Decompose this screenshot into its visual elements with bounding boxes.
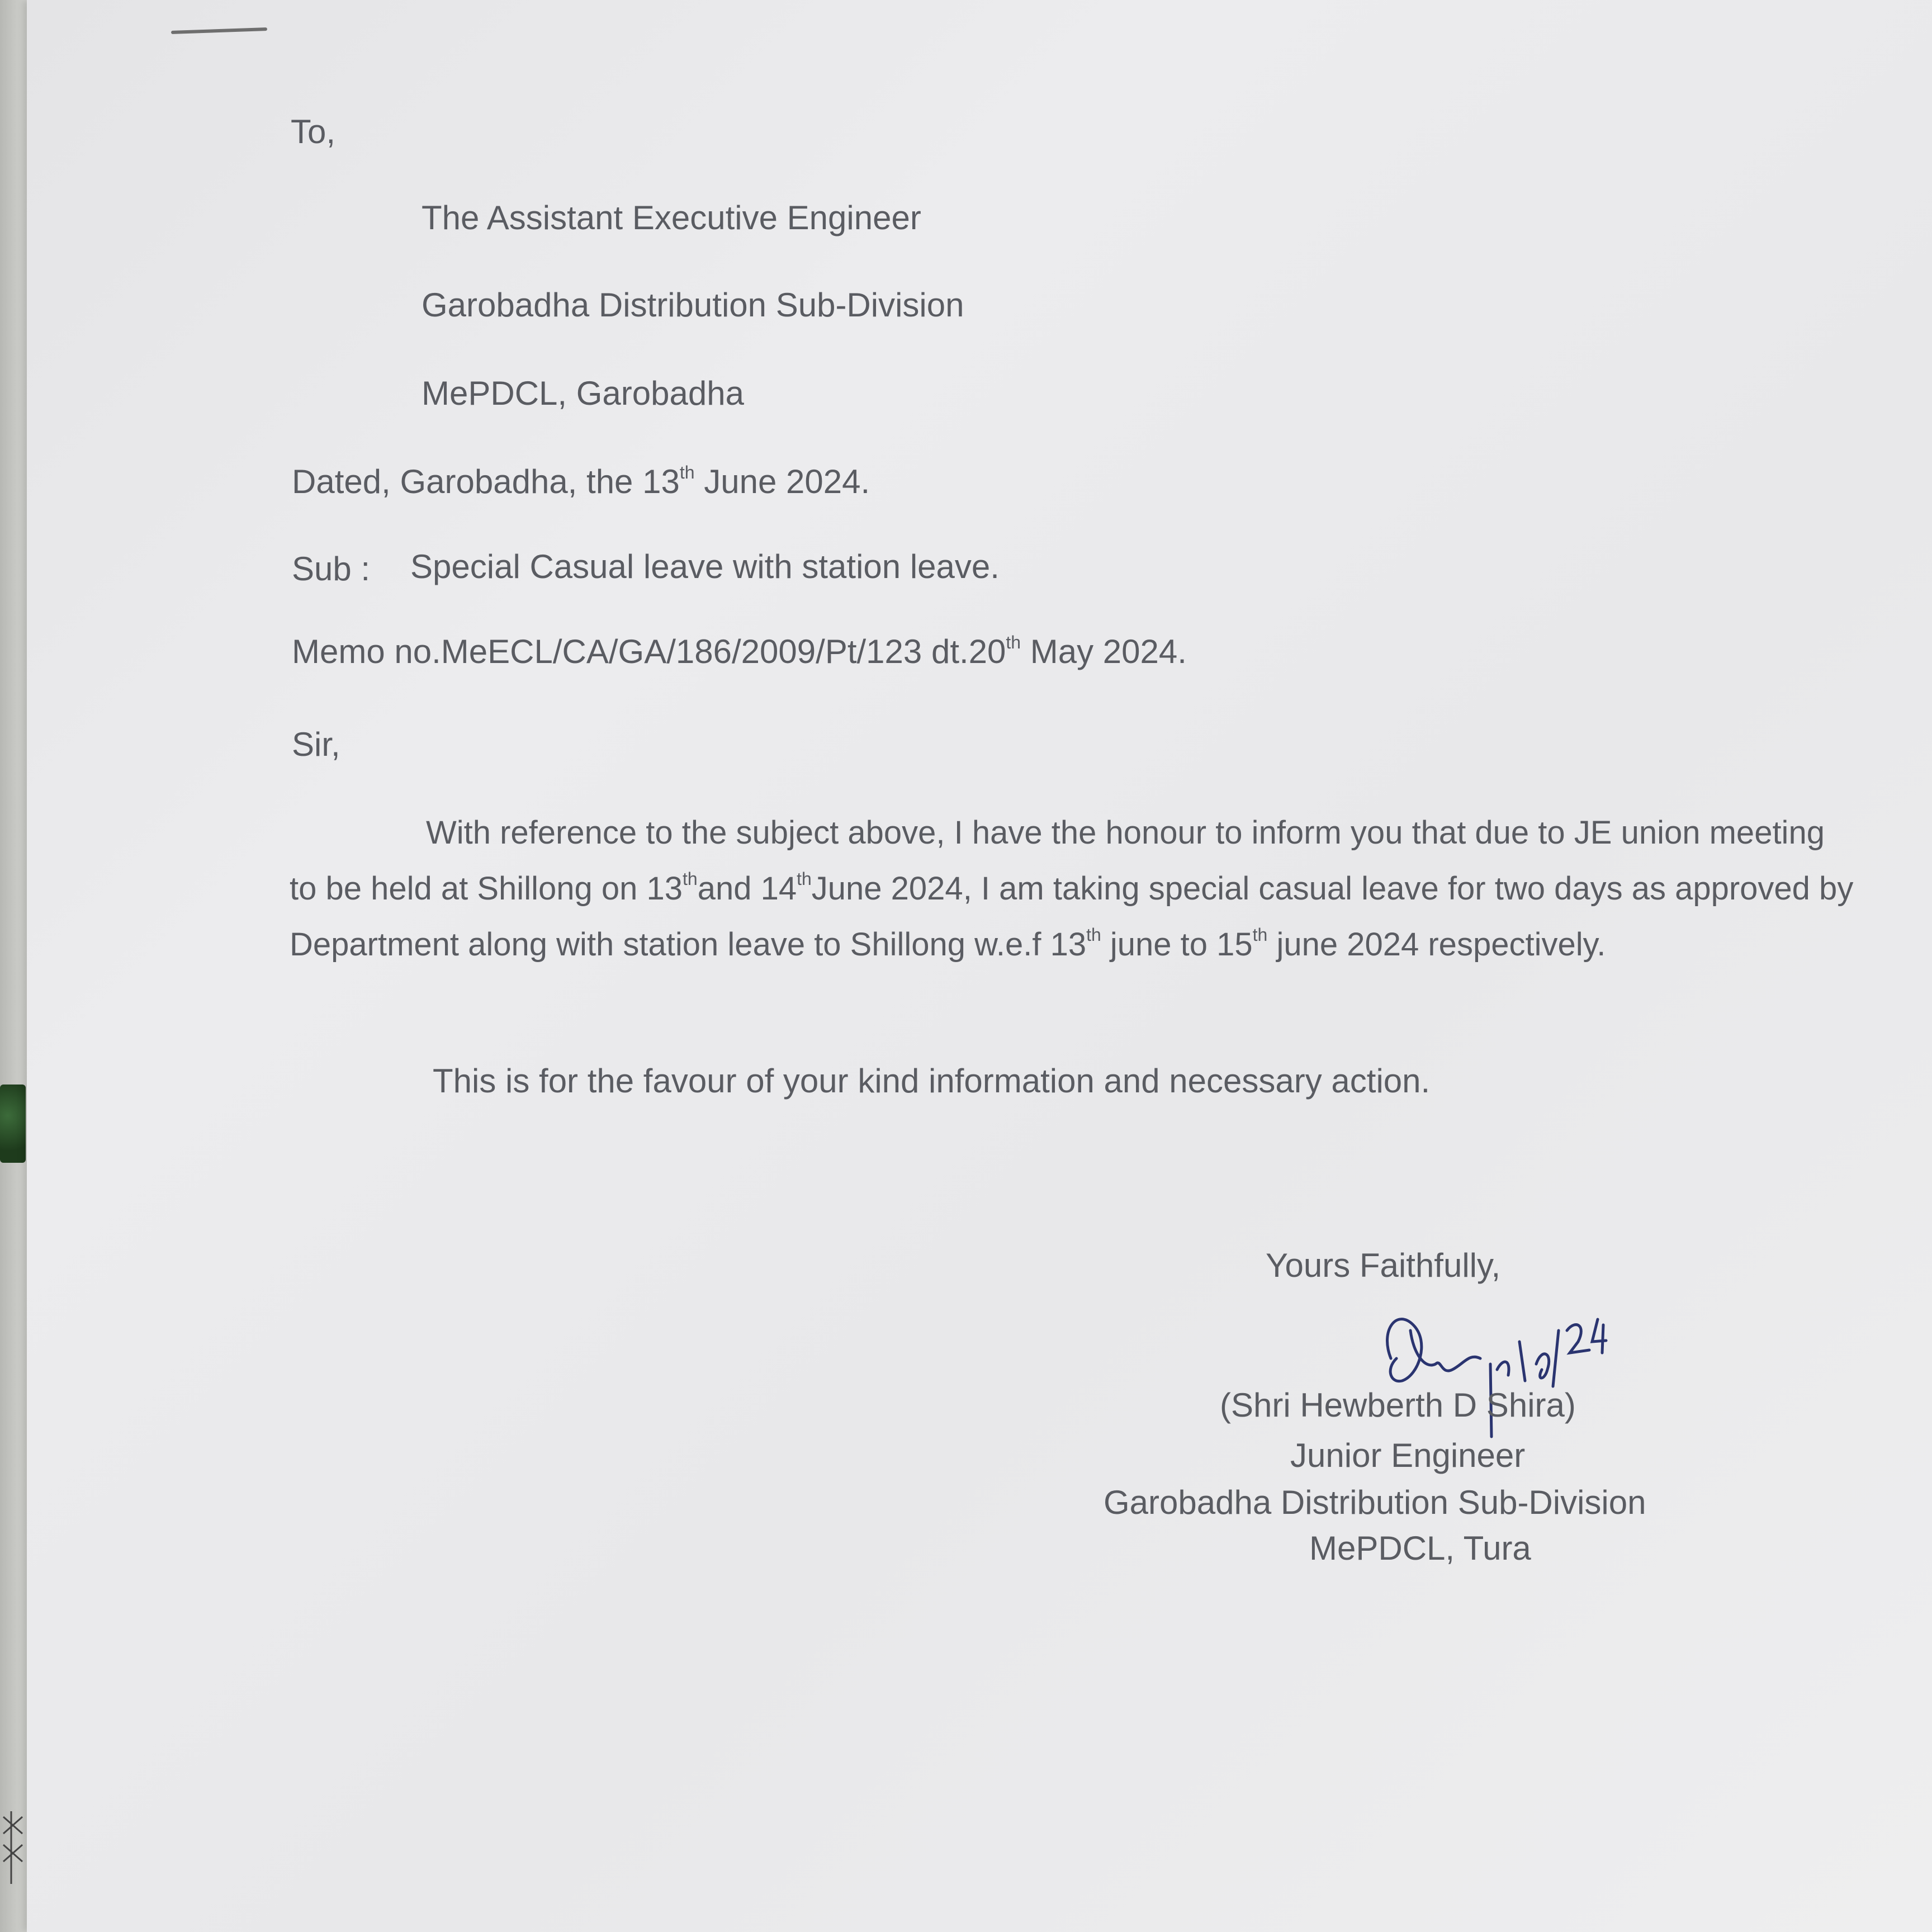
memo-sup: th xyxy=(1006,632,1021,652)
date-prefix: Dated, Garobadha, the 13 xyxy=(292,463,680,500)
closing-paragraph: This is for the favour of your kind information and necessary action. xyxy=(433,1062,1431,1100)
body-part-4: june to 15 xyxy=(1101,926,1253,963)
memo-suffix: May 2024. xyxy=(1021,633,1187,670)
signatory-designation: Junior Engineer xyxy=(1290,1437,1526,1474)
letter-page xyxy=(27,0,1932,1932)
staple xyxy=(171,27,267,34)
body-paragraph xyxy=(290,805,1855,973)
to-label: To, xyxy=(291,113,336,150)
body-sup-4: th xyxy=(1252,925,1268,945)
body-sup-1: th xyxy=(683,869,698,889)
body-sup-3: th xyxy=(1086,925,1101,945)
signatory-location: MePDCL, Tura xyxy=(1309,1530,1531,1567)
body-part-3: June 2024, I am taking special casual leave for two days as approved by Department along with station leave to Shillong w.e.f 13 xyxy=(290,870,1854,963)
recipient-line-1: The Assistant Executive Engineer xyxy=(422,199,921,236)
body-sup-2: th xyxy=(797,869,812,889)
desk-background xyxy=(0,0,27,1932)
background-object xyxy=(0,1085,26,1163)
subject-text: Special Casual leave with station leave. xyxy=(410,548,1000,585)
body-part-5: june 2024 respectively. xyxy=(1267,926,1606,963)
recipient-line-3: MePDCL, Garobadha xyxy=(422,375,744,412)
date-line xyxy=(292,462,870,502)
recipient-line-2: Garobadha Distribution Sub-Division xyxy=(422,286,964,324)
body-part-1: With reference to the subject above, I have the honour to inform you that due to JE union meeting to be held at Shillong on 13 xyxy=(290,815,1825,907)
pattern-fragment xyxy=(0,1811,30,1884)
memo-line xyxy=(292,632,1187,672)
salutation: Sir, xyxy=(292,726,340,763)
memo-prefix: Memo no.MeECL/CA/GA/186/2009/Pt/123 dt.20 xyxy=(292,633,1006,670)
subject-label: Sub : xyxy=(292,550,371,588)
date-sup: th xyxy=(679,462,695,482)
body-part-2: and 14 xyxy=(697,870,797,907)
date-suffix: June 2024. xyxy=(694,463,870,500)
signatory-office: Garobadha Distribution Sub-Division xyxy=(1104,1484,1646,1521)
signatory-name: (Shri Hewberth D Shira) xyxy=(1220,1386,1576,1424)
sign-off: Yours Faithfully, xyxy=(1266,1247,1501,1284)
